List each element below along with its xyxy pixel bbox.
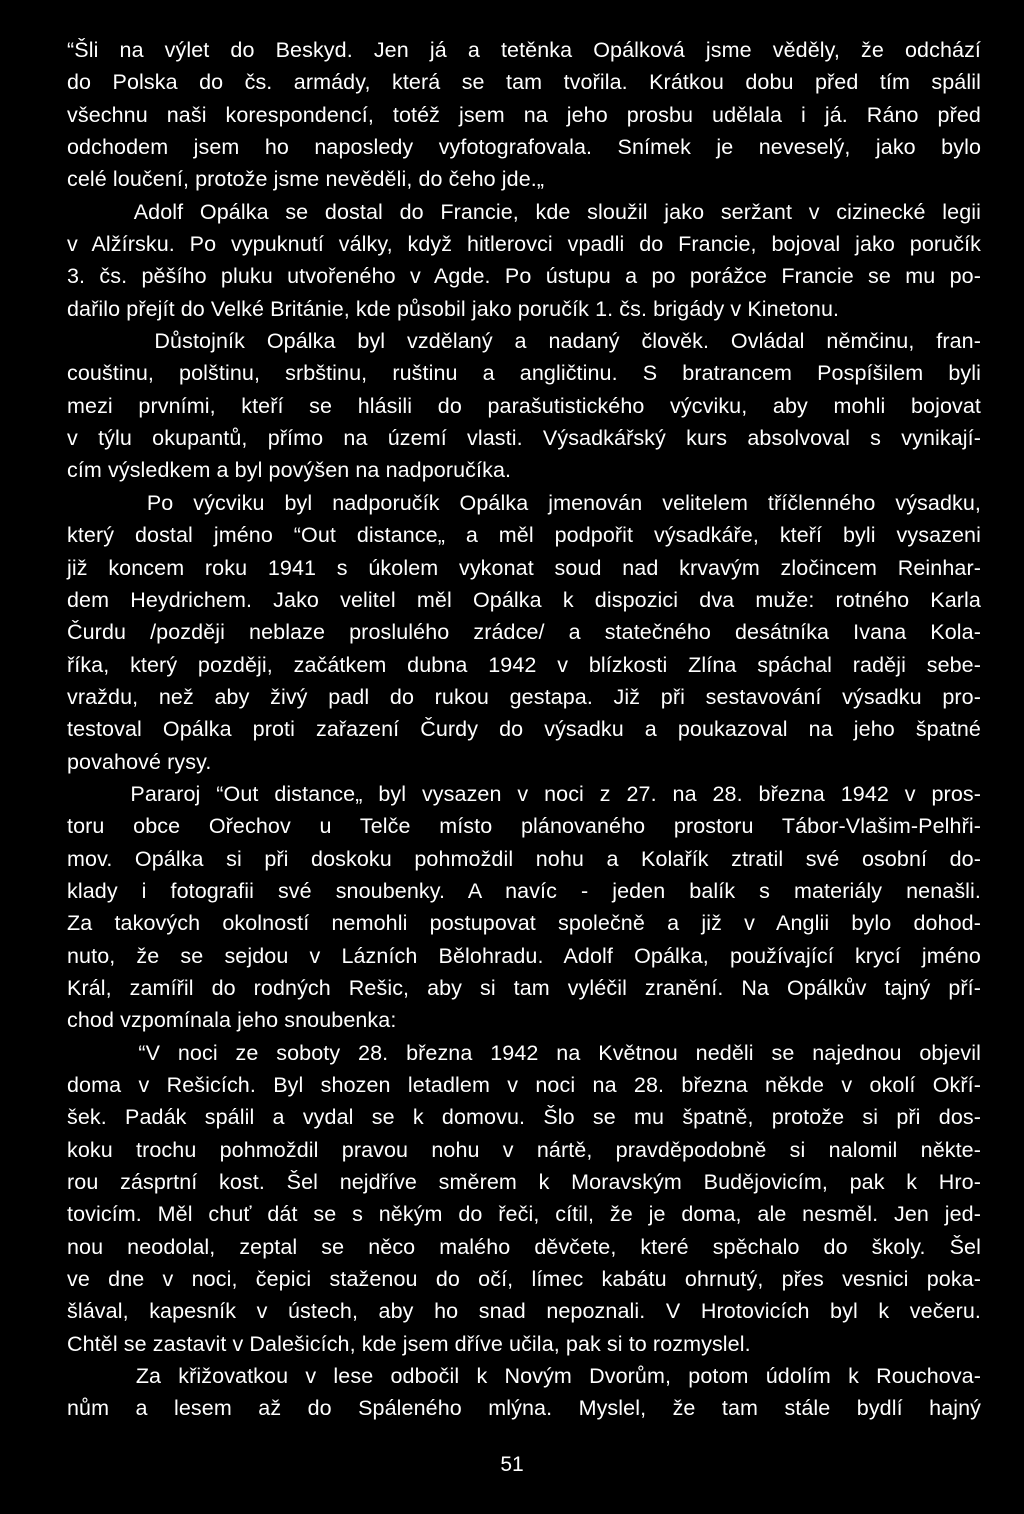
text-line: všechnu naši korespondencí, totéž jsem na jeho prosbu udělala i já. Ráno před — [67, 102, 981, 127]
text-line: říka, který později, začátkem dubna 1942 v blízkosti Zlína spáchal raději sebe- — [67, 652, 981, 677]
text-line: klady i fotografii své snoubenky. A navíc - jeden balík s materiály nenašli. — [67, 878, 981, 903]
text-line: šlával, kapesník v ústech, aby ho snad nepoznali. V Hrotovicích byl k večeru. — [67, 1299, 981, 1324]
text-line: rou zásprtní kost. Šel nejdříve směrem k Moravským Budějovicím, pak k Hro- — [67, 1170, 981, 1195]
text-line: 3. čs. pěšího pluku utvořeného v Agde. Po ústupu a po porážce Francie se mu po- — [67, 264, 981, 289]
text-line: mezi prvními, kteří se hlásili do parašutistického výcviku, aby mohli bojovat — [67, 393, 981, 418]
text-line: cím výsledkem a byl povýšen na nadporučíka. — [67, 458, 512, 483]
text-line: který dostal jméno “Out distance„ a měl podpořit výsadkáře, kteří byli vysazeni — [67, 523, 981, 548]
text-line: v týlu okupantů, přímo na území vlasti. Výsadkářský kurs absolvoval s vynikají- — [67, 426, 981, 451]
page-number: 51 — [500, 1453, 524, 1476]
text-line: Důstojník Opálka byl vzdělaný a nadaný člověk. Ovládal němčinu, fran- — [67, 329, 981, 354]
text-line: toru obce Ořechov u Telče místo plánovaného prostoru Tábor-Vlašim-Pelhři- — [67, 814, 981, 839]
text-line: couštinu, polštinu, srbštinu, ruštinu a angličtinu. S bratrancem Pospíšilem byli — [67, 361, 981, 386]
text-line: Král, zamířil do rodných Rešic, aby si tam vyléčil zranění. Na Opálkův tajný pří- — [67, 975, 981, 1000]
text-line: již koncem roku 1941 s úkolem vykonat soud nad krvavým zločincem Reinhar- — [67, 555, 981, 580]
text-line: povahové rysy. — [67, 749, 212, 774]
text-line: “Šli na výlet do Beskyd. Jen já a tetěnka Opálková jsme věděly, že odchází — [67, 38, 981, 62]
text-line: tovicím. Měl chuť dát se s někým do řeči, cítil, že je doma, ale nesměl. Jen jed- — [67, 1202, 981, 1227]
text-line: dařilo přejít do Velké Británie, kde působil jako poručík 1. čs. brigády v Kinetonu. — [67, 296, 840, 321]
text-line: do Polska do čs. armády, která se tam tvořila. Krátkou dobu před tím spálil — [67, 70, 981, 95]
document-body — [67, 34, 981, 1425]
text-line: mov. Opálka si při doskoku pohmoždil nohu a Kolařík ztratil své osobní do- — [67, 846, 981, 871]
text-line: celé loučení, protože jsme nevěděli, do čeho jde.„ — [67, 167, 545, 192]
text-line: Po výcviku byl nadporučík Opálka jmenován velitelem tříčlenného výsadku, — [67, 490, 981, 515]
text-line: nuto, že se sejdou v Lázních Bělohradu. Adolf Opálka, používající krycí jméno — [67, 943, 981, 968]
text-line: šek. Padák spálil a vydal se k domovu. Šlo se mu špatně, protože si při dos- — [67, 1105, 981, 1130]
text-line: Pararoj “Out distance„ byl vysazen v noci z 27. na 28. března 1942 v pros- — [67, 781, 981, 806]
text-line: Za křižovatkou v lese odbočil k Novým Dvorům, potom údolím k Rouchova- — [67, 1364, 981, 1389]
text-line: odchodem jsem ho naposledy vyfotografovala. Snímek je neveselý, jako bylo — [67, 135, 981, 160]
text-line: Chtěl se zastavit v Dalešicích, kde jsem dříve učila, pak si to rozmyslel. — [67, 1331, 751, 1356]
text-line: ve dne v noci, čepici staženou do očí, límec kabátu ohrnutý, přes vesnici poka- — [67, 1267, 981, 1292]
text-line: Adolf Opálka se dostal do Francie, kde sloužil jako seržant v cizinecké legii — [67, 199, 981, 224]
text-line: v Alžírsku. Po vypuknutí války, když hitlerovci vpadli do Francie, bojoval jako poručík — [67, 232, 981, 257]
text-line: chod vzpomínala jeho snoubenka: — [67, 1008, 397, 1033]
text-line: vraždu, než aby živý padl do rukou gestapa. Již při sestavování výsadku pro- — [67, 684, 981, 709]
text-line: nům a lesem až do Spáleného mlýna. Myslel, že tam stále bydlí hajný — [67, 1396, 981, 1421]
text-line: Čurdu /později neblaze proslulého zrádce/ a statečného desátníka Ivana Kola- — [67, 620, 981, 645]
text-line: dem Heydrichem. Jako velitel měl Opálka k dispozici dva muže: rotného Karla — [67, 587, 981, 612]
text-line: doma v Rešicích. Byl shozen letadlem v noci na 28. března někde v okolí Okří- — [67, 1073, 981, 1097]
text-line: “V noci ze soboty 28. března 1942 na Květnou neděli se najednou objevil — [67, 1040, 981, 1065]
text-line: Za takových okolností nemohli postupovat společně a již v Anglii bylo dohod- — [67, 911, 981, 936]
text-line: testoval Opálka proti zařazení Čurdy do výsadku a poukazoval na jeho špatné — [67, 717, 981, 742]
text-line: koku trochu pohmoždil pravou nohu v nártě, pravděpodobně si nalomil někte- — [67, 1137, 981, 1162]
text-line: nou neodolal, zeptal se něco malého děvčete, které spěchalo do školy. Šel — [67, 1234, 981, 1259]
